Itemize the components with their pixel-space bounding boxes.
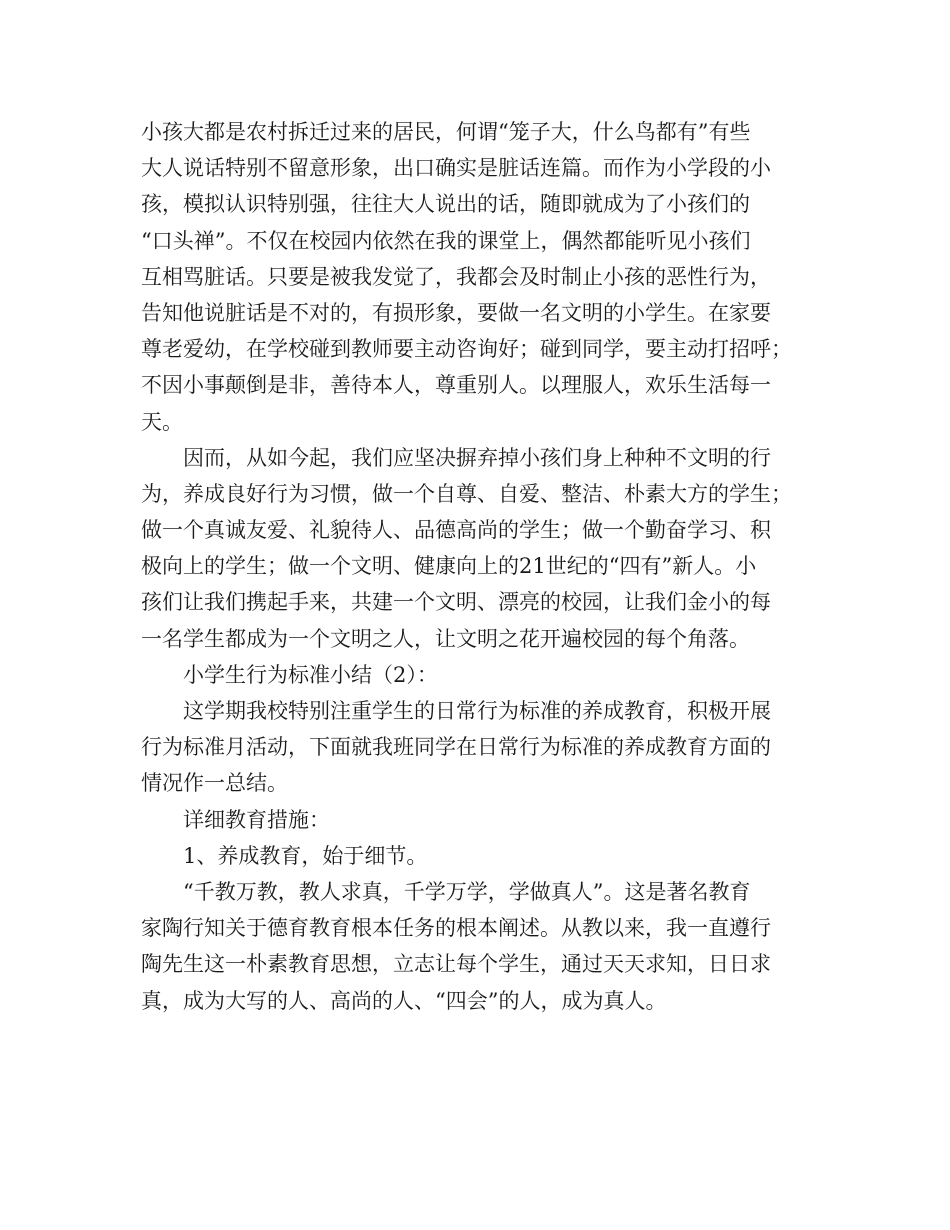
text-line: “口头禅”。不仅在校园内依然在我的课堂上，偶然都能听见小孩们 [141,228,751,253]
text-line: 真，成为大写的人、高尚的人、“四会”的人，成为真人。 [141,988,667,1013]
text-line: 孩，模拟认识特别强，往往大人说出的话，随即就成为了小孩们的 [141,192,750,217]
subsection-heading: 详细教育措施： [183,807,330,832]
text-line: 孩们让我们携起手来，共建一个文明、漂亮的校园，让我们金小的每 [141,590,771,615]
text-line: 陶先生这一朴素教育思想，立志让每个学生，通过天天求知，日日求 [141,952,771,977]
document-body [141,114,813,1019]
paragraph-first-line: 因而，从如今起，我们应坚决摒弃掉小孩们身上种种不文明的行 [183,445,771,470]
text-line: 大人说话特别不留意形象，出口确实是脏话连篇。而作为小学段的小 [141,156,771,181]
text-line: 小孩大都是农村拆迁过来的居民，何谓“笼子大，什么鸟都有”有些 [141,120,751,144]
paragraph-first-line: “千教万教，教人求真，千学万学，学做真人”。这是著名教育 [183,879,751,904]
text-line: 尊老爱幼，在学校碰到教师要主动咨询好；碰到同学，要主动打招呼； [141,337,792,362]
text-line: 告知他说脏话是不对的，有损形象，要做一名文明的小学生。在家要 [141,300,771,325]
paragraph-first-line: 这学期我校特别注重学生的日常行为标准的养成教育，积极开展 [183,699,771,723]
text-line: 天。 [141,409,183,434]
text-line: 家陶行知关于德育教育根本任务的根本阐述。从教以来，我一直遵行 [141,916,771,941]
section-heading: 小学生行为标准小结（2）： [183,662,438,687]
text-line: 为，养成良好行为习惯，做一个自尊、自爱、整洁、朴素大方的学生； [141,481,792,506]
text-line: 做一个真诚友爱、礼貌待人、品德高尚的学生；做一个勤奋学习、积 [141,518,771,543]
text-line: 一名学生都成为一个文明之人，让文明之花开遍校园的每个角落。 [141,626,750,651]
text-line: 情况作一总结。 [141,771,288,796]
text-line: 不因小事颠倒是非，善待本人，尊重别人。以理服人，欢乐生活每一 [141,373,771,398]
list-item-heading: 1、养成教育，始于细节。 [183,843,428,868]
text-line: 极向上的学生；做一个文明、健康向上的21世纪的“四有”新人。小 [141,554,757,579]
text-line: 行为标准月活动，下面就我班同学在日常行为标准的养成教育方面的 [141,735,771,760]
text-line: 互相骂脏话。只要是被我发觉了，我都会及时制止小孩的恶性行为， [141,264,771,289]
